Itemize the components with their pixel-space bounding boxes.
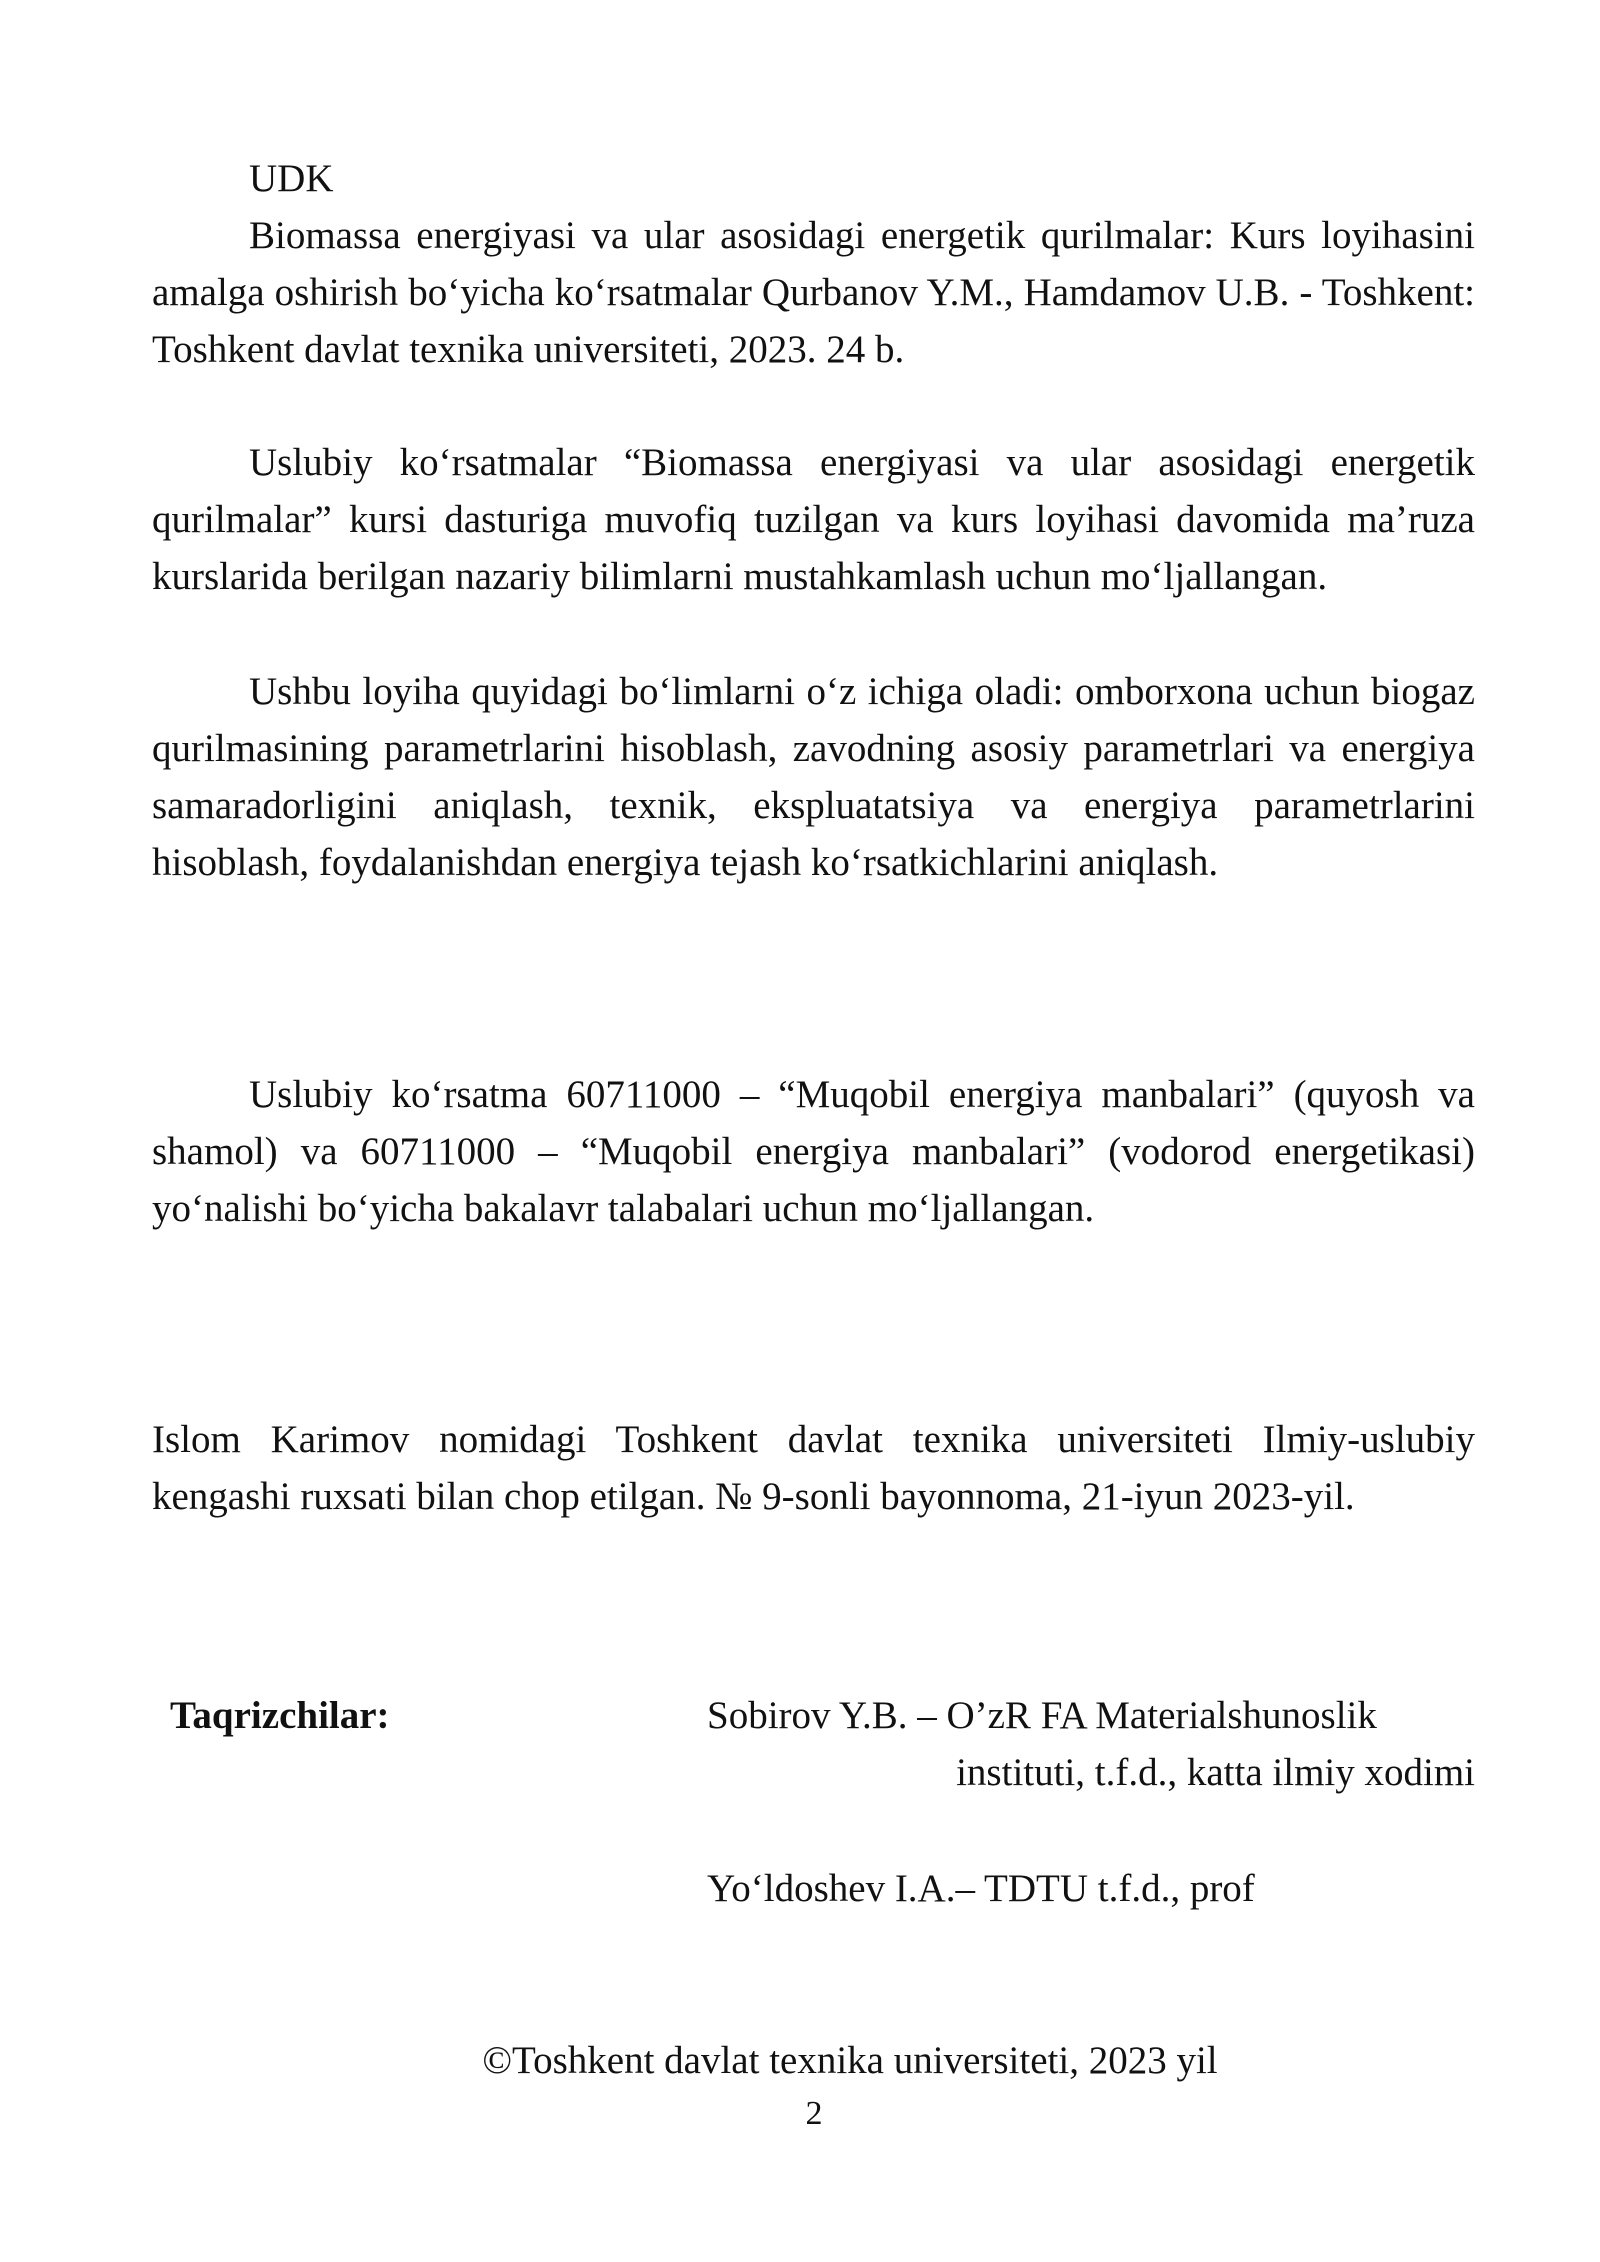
reviewer-entry-1 xyxy=(707,1687,1475,1801)
reviewer-1-affiliation: instituti, t.f.d., katta ilmiy xodimi xyxy=(956,1751,1475,1794)
page-number: 2 xyxy=(805,2095,823,2132)
approval-paragraph: Islom Karimov nomidagi Toshkent davlat texnika universiteti Ilmiy-uslubiy kengashi ruxsati bilan chop etilgan. № 9-sonli bayonnoma, 21-iyun 2023-yil. xyxy=(152,1418,1475,1518)
audience-paragraph: Uslubiy ko‘rsatma 60711000 – “Muqobil energiya manbalari” (quyosh va shamol) va 60711000 – “Muqobil energiya manbalari” (vodorod energetikasi) yo‘nalishi bo‘yicha bakalavr talabalari uchun mo‘ljallangan. xyxy=(152,1073,1475,1230)
purpose-paragraph: Uslubiy ko‘rsatmalar “Biomassa energiyasi va ular asosidagi energetik qurilmalar” kursi dasturiga muvofiq tuzilgan va kurs loyihasi davomida ma’ruza kurslarida berilgan nazariy bilimlarni mustahkamlash uchun mo‘ljallangan. xyxy=(152,441,1475,598)
reviewers-label: Taqrizchilar: xyxy=(170,1694,390,1737)
copyright-notice: ©Toshkent davlat texnika universiteti, 2023 yil xyxy=(482,2039,1218,2082)
citation-paragraph: Biomassa energiyasi va ular asosidagi energetik qurilmalar: Kurs loyihasini amalga oshirish bo‘yicha ko‘rsatmalar Qurbanov Y.M., Hamdamov U.B. - Toshkent: Toshkent davlat texnika universiteti, 2023. 24 b. xyxy=(152,214,1475,371)
udk-label: UDK xyxy=(249,157,334,200)
content-paragraph: Ushbu loyiha quyidagi bo‘limlarni o‘z ichiga oladi: omborxona uchun biogaz qurilmasining parametrlarini hisoblash, zavodning asosiy parametrlari va energiya samaradorligini aniqlash, texnik, ekspluatatsiya va energiya parametrlarini hisoblash, foydalanishdan energiya tejash ko‘rsatkichlarini aniqlash. xyxy=(152,670,1475,884)
reviewer-entry-2: Yo‘ldoshev I.A.– TDTU t.f.d., prof xyxy=(707,1867,1255,1910)
reviewer-1-name: Sobirov Y.B. – O’zR FA Materialshunoslik xyxy=(707,1694,1377,1737)
